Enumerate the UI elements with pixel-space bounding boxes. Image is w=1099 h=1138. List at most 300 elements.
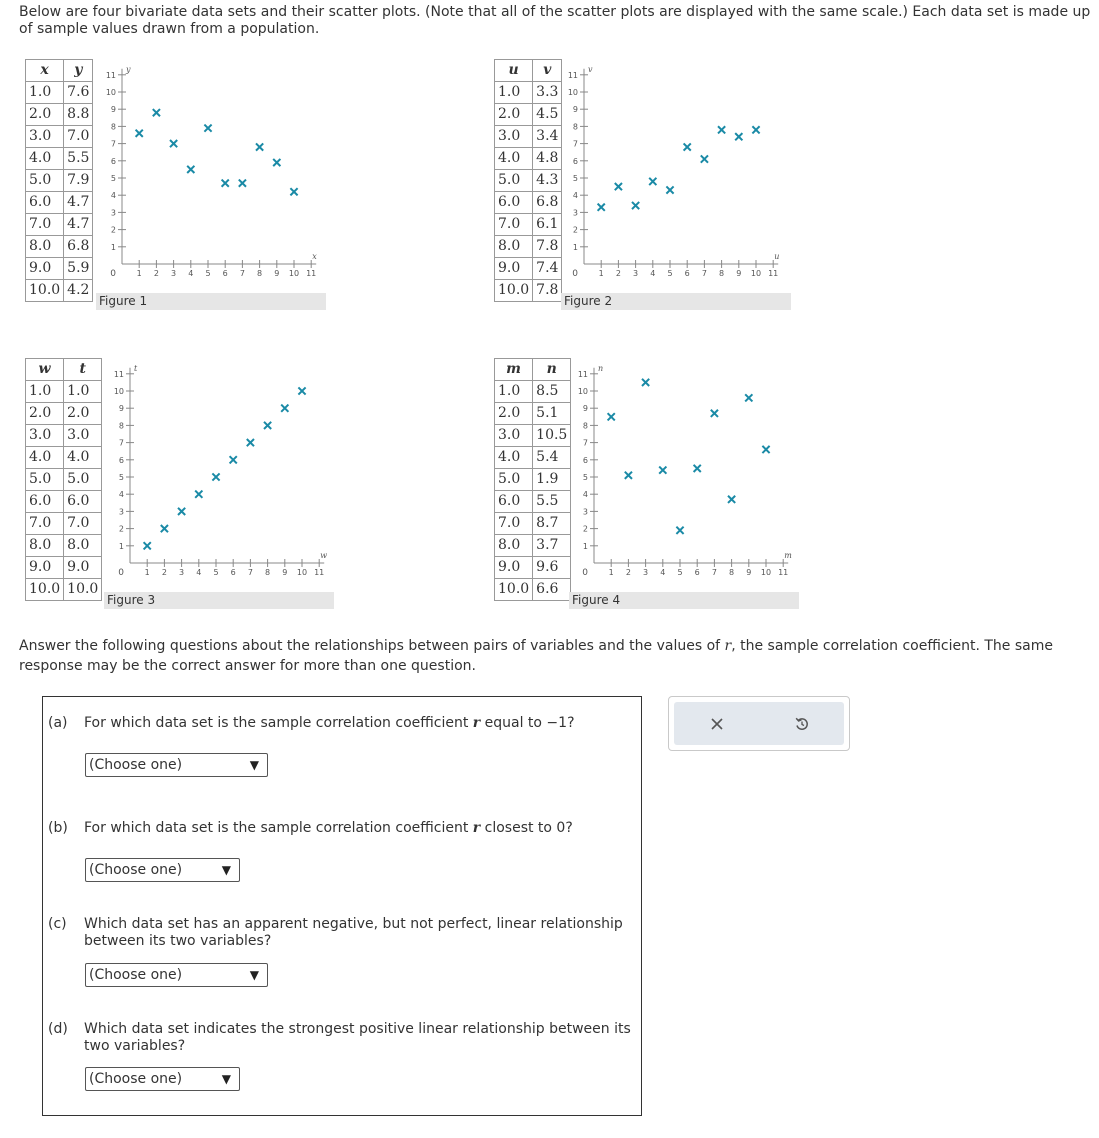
- table-cell: 10.0: [26, 579, 64, 601]
- table-cell: 5.1: [533, 403, 571, 425]
- table-cell: 8.0: [64, 535, 102, 557]
- y-tick-label: 8: [118, 421, 124, 431]
- x-tick-label: 8: [265, 568, 271, 577]
- x-tick-label: 3: [643, 568, 649, 577]
- table-cell: 3.7: [533, 535, 571, 557]
- y-tick-label: 4: [582, 490, 588, 500]
- data-point: [187, 166, 194, 173]
- column-header: n: [533, 359, 571, 381]
- table-cell: 8.0: [495, 236, 533, 258]
- data-point: [256, 143, 263, 150]
- data-table-2: [494, 59, 562, 302]
- table-row: [495, 82, 562, 104]
- table-cell: 2.0: [26, 104, 64, 126]
- table-cell: 7.6: [64, 82, 93, 104]
- table-row: [26, 491, 102, 513]
- table-cell: 9.6: [533, 557, 571, 579]
- answer-select-b[interactable]: (Choose one) ▼: [85, 858, 240, 882]
- x-tick-label: 4: [660, 568, 666, 577]
- y-tick-label: 3: [110, 208, 116, 218]
- table-cell: 4.0: [64, 447, 102, 469]
- x-tick-label: 2: [625, 568, 631, 577]
- data-point: [204, 125, 211, 132]
- table-row: [495, 491, 571, 513]
- table-row: [26, 104, 93, 126]
- y-tick-label: 2: [572, 225, 578, 235]
- table-cell: 3.0: [26, 425, 64, 447]
- table-cell: 8.7: [533, 513, 571, 535]
- data-point: [170, 140, 177, 147]
- data-point: [649, 178, 656, 185]
- y-tick-label: 5: [110, 174, 116, 183]
- y-tick-label: 10: [113, 387, 124, 396]
- x-tick-label: 3: [171, 269, 177, 278]
- x-tick-label: 1: [598, 269, 604, 278]
- table-cell: 4.5: [533, 104, 562, 126]
- y-tick-label: 6: [582, 455, 588, 465]
- x-tick-label: 1: [136, 269, 142, 278]
- data-point: [701, 155, 708, 162]
- table-cell: 6.6: [533, 579, 571, 601]
- y-tick-label: 4: [118, 490, 124, 500]
- y-tick-label: 4: [110, 191, 116, 201]
- column-header: t: [64, 359, 102, 381]
- data-point: [694, 465, 701, 472]
- x-axis-label: u: [774, 252, 780, 261]
- table-cell: 4.0: [26, 447, 64, 469]
- table-cell: 1.0: [495, 82, 533, 104]
- table-cell: 7.4: [533, 258, 562, 280]
- y-tick-label: 6: [118, 455, 124, 465]
- data-point: [298, 387, 305, 394]
- origin-label: 0: [572, 269, 578, 279]
- x-tick-label: 2: [615, 269, 621, 278]
- table-cell: 7.0: [26, 214, 64, 236]
- table-cell: 4.8: [533, 148, 562, 170]
- table-row: [26, 258, 93, 280]
- figure-caption-1: Figure 1: [96, 293, 326, 310]
- table-row: [26, 236, 93, 258]
- data-point: [752, 126, 759, 133]
- y-tick-label: 3: [582, 507, 588, 517]
- table-row: [26, 170, 93, 192]
- table-cell: 8.0: [26, 535, 64, 557]
- origin-label: 0: [582, 568, 588, 578]
- x-tick-label: 7: [247, 568, 253, 577]
- y-tick-label: 11: [113, 369, 124, 379]
- table-cell: 6.0: [26, 192, 64, 214]
- table-cell: 8.8: [64, 104, 93, 126]
- x-tick-label: 11: [306, 269, 317, 278]
- x-tick-label: 9: [274, 269, 280, 278]
- table-row: [495, 579, 571, 601]
- y-axis-label: y: [126, 64, 131, 74]
- data-point: [247, 439, 254, 446]
- table-row: [26, 557, 102, 579]
- y-tick-label: 9: [110, 105, 116, 115]
- table-cell: 1.0: [495, 381, 533, 403]
- data-point: [711, 410, 718, 417]
- x-tick-label: 9: [746, 568, 752, 577]
- answer-actions: [668, 696, 850, 751]
- y-axis-label: n: [598, 363, 604, 373]
- y-tick-label: 7: [582, 438, 588, 448]
- reset-button[interactable]: [759, 702, 844, 745]
- x-tick-label: 9: [282, 568, 288, 577]
- table-cell: 1.0: [26, 82, 64, 104]
- y-tick-label: 9: [572, 105, 578, 115]
- dropdown-arrow-icon: ▼: [221, 1072, 231, 1086]
- table-row: [495, 170, 562, 192]
- x-tick-label: 8: [719, 269, 725, 278]
- data-point: [153, 109, 160, 116]
- column-header: x: [26, 60, 64, 82]
- column-header: u: [495, 60, 533, 82]
- table-cell: 7.0: [64, 126, 93, 148]
- table-cell: 9.0: [495, 258, 533, 280]
- data-point: [239, 180, 246, 187]
- table-row: [26, 126, 93, 148]
- table-cell: 7.8: [533, 280, 562, 302]
- x-tick-label: 2: [153, 269, 159, 278]
- data-point: [718, 126, 725, 133]
- y-axis-label: v: [588, 64, 593, 74]
- y-tick-label: 1: [110, 242, 116, 252]
- question-c: (c) Which data set has an apparent negative, but not perfect, linear relationship between its two variables?: [48, 916, 623, 949]
- x-tick-label: 6: [684, 269, 690, 278]
- x-tick-label: 1: [608, 568, 614, 577]
- x-tick-label: 6: [694, 568, 700, 577]
- table-cell: 7.8: [533, 236, 562, 258]
- table-row: [495, 447, 571, 469]
- column-header: y: [64, 60, 93, 82]
- y-axis-label: t: [134, 363, 138, 373]
- y-tick-label: 7: [118, 438, 124, 448]
- data-point: [676, 527, 683, 534]
- x-tick-label: 10: [288, 269, 300, 278]
- data-point: [230, 456, 237, 463]
- table-row: [26, 535, 102, 557]
- table-cell: 9.0: [26, 258, 64, 280]
- x-tick-label: 8: [729, 568, 735, 577]
- x-tick-label: 11: [768, 269, 779, 278]
- table-cell: 6.0: [26, 491, 64, 513]
- table-cell: 5.5: [533, 491, 571, 513]
- table-cell: 8.5: [533, 381, 571, 403]
- table-cell: 3.0: [495, 126, 533, 148]
- data-point: [290, 188, 297, 195]
- data-table-3: [25, 358, 102, 601]
- dropdown-arrow-icon: ▼: [249, 968, 259, 982]
- x-tick-label: 10: [296, 568, 308, 577]
- y-tick-label: 1: [118, 541, 124, 551]
- y-tick-label: 1: [582, 541, 588, 551]
- table-row: [26, 214, 93, 236]
- table-row: [495, 280, 562, 302]
- x-tick-label: 2: [161, 568, 167, 577]
- data-point: [632, 202, 639, 209]
- column-header: w: [26, 359, 64, 381]
- data-point: [745, 394, 752, 401]
- x-tick-label: 11: [314, 568, 325, 577]
- data-point: [212, 473, 219, 480]
- y-tick-label: 9: [582, 404, 588, 414]
- figure-caption-2: Figure 2: [561, 293, 791, 310]
- table-cell: 3.0: [64, 425, 102, 447]
- table-row: [495, 236, 562, 258]
- table-cell: 10.0: [495, 280, 533, 302]
- table-cell: 4.7: [64, 192, 93, 214]
- y-tick-label: 2: [118, 524, 124, 534]
- y-tick-label: 5: [572, 174, 578, 183]
- data-point: [136, 130, 143, 137]
- table-cell: 6.1: [533, 214, 562, 236]
- table-cell: 1.0: [26, 381, 64, 403]
- column-header: m: [495, 359, 533, 381]
- table-row: [495, 126, 562, 148]
- table-cell: 4.3: [533, 170, 562, 192]
- data-table-1: [25, 59, 93, 302]
- y-tick-label: 11: [577, 369, 588, 379]
- x-tick-label: 10: [750, 269, 762, 278]
- data-point: [735, 133, 742, 140]
- dropdown-arrow-icon: ▼: [249, 758, 259, 772]
- clear-button[interactable]: [674, 702, 759, 745]
- data-point: [625, 472, 632, 479]
- data-point: [762, 446, 769, 453]
- data-point: [659, 467, 666, 474]
- y-tick-label: 9: [118, 404, 124, 414]
- table-cell: 10.0: [64, 579, 102, 601]
- y-tick-label: 5: [582, 473, 588, 482]
- intro-text: Below are four bivariate data sets and their scatter plots. (Note that all of the scatter plots are displayed with the same scale.) Each data set is made up of sample values drawn from a population.: [19, 4, 1091, 37]
- dropdown-arrow-icon: ▼: [221, 863, 231, 877]
- y-tick-label: 7: [110, 139, 116, 149]
- table-cell: 8.0: [495, 535, 533, 557]
- x-axis-label: x: [312, 252, 317, 261]
- table-cell: 7.0: [26, 513, 64, 535]
- table-row: [26, 425, 102, 447]
- x-tick-label: 6: [222, 269, 228, 278]
- data-point: [642, 379, 649, 386]
- figure-caption-3: Figure 3: [104, 592, 334, 609]
- x-tick-label: 7: [239, 269, 245, 278]
- table-cell: 1.0: [64, 381, 102, 403]
- data-point: [161, 525, 168, 532]
- table-cell: 9.0: [26, 557, 64, 579]
- table-cell: 7.0: [64, 513, 102, 535]
- x-tick-label: 3: [179, 568, 185, 577]
- data-point: [728, 496, 735, 503]
- x-tick-label: 6: [230, 568, 236, 577]
- table-row: [26, 513, 102, 535]
- x-tick-label: 1: [144, 568, 150, 577]
- data-point: [666, 186, 673, 193]
- data-point: [178, 508, 185, 515]
- x-tick-label: 8: [257, 269, 263, 278]
- table-row: [495, 192, 562, 214]
- y-tick-label: 4: [572, 191, 578, 201]
- x-tick-label: 3: [633, 269, 639, 278]
- table-cell: 3.3: [533, 82, 562, 104]
- data-point: [608, 413, 615, 420]
- data-point: [684, 143, 691, 150]
- table-row: [26, 280, 93, 302]
- data-point: [615, 183, 622, 190]
- table-cell: 1.9: [533, 469, 571, 491]
- table-row: [26, 403, 102, 425]
- x-tick-label: 5: [677, 568, 683, 577]
- origin-label: 0: [110, 269, 116, 279]
- origin-label: 0: [118, 568, 124, 578]
- table-cell: 9.0: [64, 557, 102, 579]
- table-cell: 3.4: [533, 126, 562, 148]
- data-point: [144, 542, 151, 549]
- y-tick-label: 6: [110, 156, 116, 166]
- x-tick-label: 7: [701, 269, 707, 278]
- table-row: [26, 381, 102, 403]
- table-cell: 2.0: [26, 403, 64, 425]
- y-tick-label: 2: [582, 524, 588, 534]
- table-row: [495, 557, 571, 579]
- table-row: [26, 82, 93, 104]
- table-cell: 6.0: [495, 192, 533, 214]
- table-row: [495, 513, 571, 535]
- question-d: (d) Which data set indicates the strongest positive linear relationship between its two variables?: [48, 1021, 631, 1054]
- data-table-4: [494, 358, 571, 601]
- y-tick-label: 7: [572, 139, 578, 149]
- table-cell: 5.9: [64, 258, 93, 280]
- answer-select-c[interactable]: (Choose one) ▼: [85, 963, 268, 987]
- table-cell: 8.0: [26, 236, 64, 258]
- table-cell: 10.5: [533, 425, 571, 447]
- scatter-plot-4: [572, 361, 799, 586]
- y-tick-label: 3: [118, 507, 124, 517]
- y-tick-label: 2: [110, 225, 116, 235]
- table-cell: 7.9: [64, 170, 93, 192]
- table-cell: 5.0: [64, 469, 102, 491]
- table-cell: 4.0: [495, 447, 533, 469]
- x-axis-label: m: [784, 551, 792, 560]
- table-cell: 7.0: [495, 214, 533, 236]
- y-tick-label: 11: [567, 70, 578, 80]
- table-cell: 6.0: [495, 491, 533, 513]
- table-row: [495, 425, 571, 447]
- question-b: (b) For which data set is the sample correlation coefficient r closest to 0?: [48, 820, 573, 836]
- x-axis-label: w: [320, 551, 328, 560]
- scatter-plot-1: [100, 62, 327, 287]
- answer-select-a[interactable]: (Choose one) ▼: [85, 753, 268, 777]
- data-point: [264, 422, 271, 429]
- x-tick-label: 4: [188, 269, 194, 278]
- y-tick-label: 6: [572, 156, 578, 166]
- table-row: [26, 447, 102, 469]
- table-row: [26, 469, 102, 491]
- x-tick-label: 4: [650, 269, 656, 278]
- y-tick-label: 8: [582, 421, 588, 431]
- y-tick-label: 11: [105, 70, 116, 80]
- x-tick-label: 5: [213, 568, 219, 577]
- x-tick-label: 11: [778, 568, 789, 577]
- table-cell: 3.0: [495, 425, 533, 447]
- table-cell: 2.0: [64, 403, 102, 425]
- x-tick-label: 7: [711, 568, 717, 577]
- data-point: [281, 405, 288, 412]
- undo-icon: [794, 716, 810, 732]
- table-cell: 5.5: [64, 148, 93, 170]
- table-row: [26, 192, 93, 214]
- y-tick-label: 5: [118, 473, 124, 482]
- table-cell: 4.0: [26, 148, 64, 170]
- question-intro: Answer the following questions about the relationships between pairs of variables and the values of r, the sample correlation coefficient. The same response may be the correct answer for more than one question.: [19, 638, 1053, 674]
- table-cell: 9.0: [495, 557, 533, 579]
- table-cell: 5.0: [26, 469, 64, 491]
- y-tick-label: 10: [105, 88, 116, 97]
- table-cell: 5.4: [533, 447, 571, 469]
- y-tick-label: 8: [572, 122, 578, 132]
- table-row: [495, 535, 571, 557]
- table-cell: 2.0: [495, 104, 533, 126]
- data-point: [195, 491, 202, 498]
- table-cell: 4.0: [495, 148, 533, 170]
- table-row: [495, 214, 562, 236]
- answer-select-d[interactable]: (Choose one) ▼: [85, 1067, 240, 1091]
- table-row: [495, 104, 562, 126]
- data-point: [222, 180, 229, 187]
- column-header: v: [533, 60, 562, 82]
- table-row: [495, 403, 571, 425]
- table-cell: 6.8: [533, 192, 562, 214]
- table-row: [26, 148, 93, 170]
- x-tick-label: 9: [736, 269, 742, 278]
- y-tick-label: 10: [577, 387, 588, 396]
- table-row: [26, 579, 102, 601]
- table-row: [495, 469, 571, 491]
- table-cell: 4.2: [64, 280, 93, 302]
- question-a: (a) For which data set is the sample correlation coefficient r equal to −1?: [48, 715, 575, 731]
- x-tick-label: 10: [760, 568, 772, 577]
- y-tick-label: 8: [110, 122, 116, 132]
- scatter-plot-2: [562, 62, 789, 287]
- table-cell: 4.7: [64, 214, 93, 236]
- table-cell: 5.0: [26, 170, 64, 192]
- table-cell: 10.0: [26, 280, 64, 302]
- y-tick-label: 3: [572, 208, 578, 218]
- table-cell: 5.0: [495, 170, 533, 192]
- figure-caption-4: Figure 4: [569, 592, 799, 609]
- x-tick-label: 4: [196, 568, 202, 577]
- table-cell: 6.0: [64, 491, 102, 513]
- data-point: [273, 159, 280, 166]
- table-row: [495, 381, 571, 403]
- table-cell: 3.0: [26, 126, 64, 148]
- y-tick-label: 1: [572, 242, 578, 252]
- table-cell: 5.0: [495, 469, 533, 491]
- x-tick-label: 5: [667, 269, 673, 278]
- data-point: [598, 204, 605, 211]
- table-cell: 2.0: [495, 403, 533, 425]
- scatter-plot-3: [108, 361, 335, 586]
- table-row: [495, 258, 562, 280]
- table-cell: 6.8: [64, 236, 93, 258]
- table-row: [495, 148, 562, 170]
- y-tick-label: 10: [567, 88, 578, 97]
- x-tick-label: 5: [205, 269, 211, 278]
- table-cell: 10.0: [495, 579, 533, 601]
- table-cell: 7.0: [495, 513, 533, 535]
- questions-panel: [42, 696, 642, 1116]
- close-icon: [710, 717, 724, 731]
